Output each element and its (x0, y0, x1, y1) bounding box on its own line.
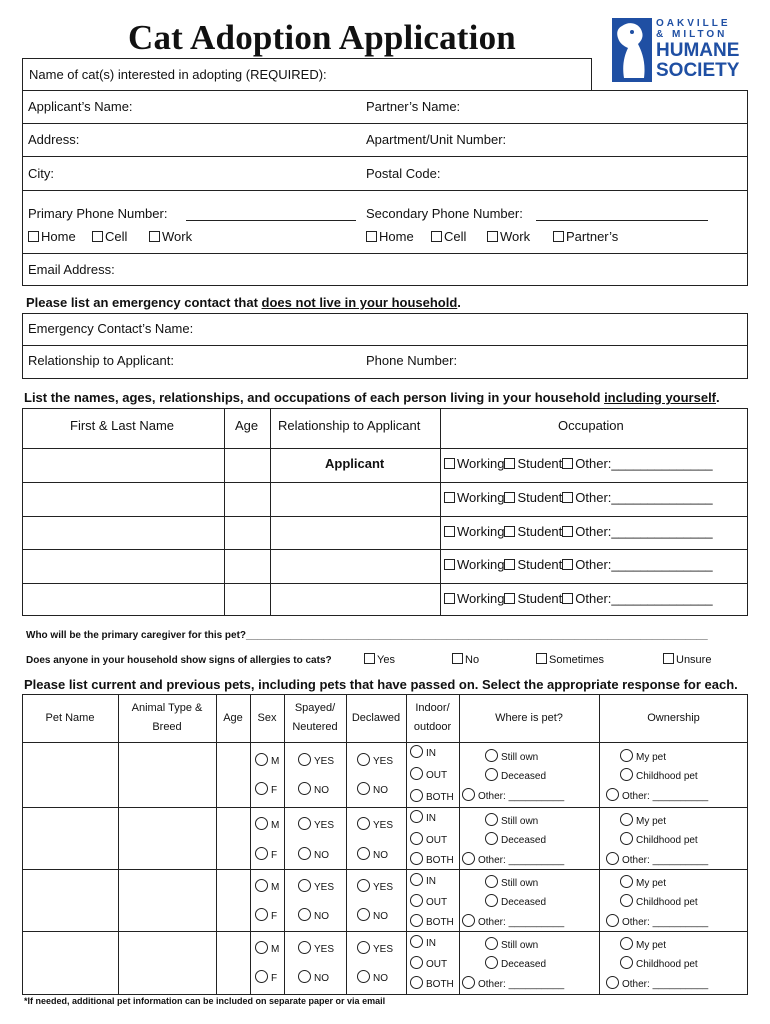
childhood-pet-radio[interactable]: Childhood pet (620, 832, 698, 846)
humane-society-logo (612, 18, 740, 82)
emergency-name-label: Emergency Contact’s Name: (28, 321, 194, 336)
age-header: Age (223, 712, 243, 724)
secondary-phone-label: Secondary Phone Number: (366, 206, 523, 221)
sex-f-radio[interactable]: F (255, 970, 277, 984)
where-other-radio[interactable]: Other: __________ (462, 914, 564, 928)
outdoor-radio[interactable]: OUT (410, 956, 447, 970)
cat-name-label: Name of cat(s) interested in adopting (REQUIRED): (29, 67, 327, 82)
declawed-yes-radio[interactable]: YES (357, 753, 393, 767)
declawed-yes-radio[interactable]: YES (357, 879, 393, 893)
occupation-row[interactable]: Working Student Other:______________ (444, 557, 713, 572)
declawed-no-radio[interactable]: NO (357, 782, 388, 796)
my-pet-radio[interactable]: My pet (620, 749, 666, 763)
household-table (22, 408, 748, 616)
indoor-header-2: outdoor (413, 721, 452, 733)
pets-heading: Please list current and previous pets, including pets that have passed on. Select the appropriate response for each. (24, 677, 738, 692)
childhood-pet-radio[interactable]: Childhood pet (620, 956, 698, 970)
sex-m-radio[interactable]: M (255, 941, 279, 955)
deceased-radio[interactable]: Deceased (485, 956, 546, 970)
occupation-row[interactable]: Working Student Other:______________ (444, 490, 713, 505)
sex-f-radio[interactable]: F (255, 908, 277, 922)
primary-phone-label: Primary Phone Number: (28, 206, 168, 221)
pet-name-header: Pet Name (45, 712, 95, 724)
declawed-no-radio[interactable]: NO (357, 970, 388, 984)
outdoor-radio[interactable]: OUT (410, 894, 447, 908)
footnote: *If needed, additional pet information can be included on separate paper or via email (24, 996, 386, 1006)
declawed-no-radio[interactable]: NO (357, 908, 388, 922)
both-radio[interactable]: BOTH (410, 914, 454, 928)
secondary-partner-checkbox[interactable]: Partner’s (553, 229, 618, 244)
col-relationship-header: Relationship to Applicant (278, 418, 421, 433)
primary-phone-line[interactable] (186, 220, 356, 221)
outdoor-radio[interactable]: OUT (410, 767, 447, 781)
applicant-name-label: Applicant’s Name: (28, 99, 133, 114)
ownership-header: Ownership (647, 712, 700, 724)
household-heading: List the names, ages, relationships, and occupations of each person living in your household including yourself. (24, 390, 720, 405)
still-own-radio[interactable]: Still own (485, 875, 538, 889)
apartment-label: Apartment/Unit Number: (366, 132, 507, 147)
animal-type-header-1: Animal Type & (131, 702, 203, 714)
my-pet-radio[interactable]: My pet (620, 875, 666, 889)
allergies-question: Does anyone in your household show signs of allergies to cats? (26, 655, 332, 666)
secondary-work-checkbox[interactable]: Work (487, 229, 530, 244)
where-other-radio[interactable]: Other: __________ (462, 788, 564, 802)
both-radio[interactable]: BOTH (410, 789, 454, 803)
still-own-radio[interactable]: Still own (485, 749, 538, 763)
indoor-radio[interactable]: IN (410, 873, 436, 887)
deceased-radio[interactable]: Deceased (485, 832, 546, 846)
logo-line-1: OAKVILLE (656, 18, 731, 29)
spayed-no-radio[interactable]: NO (298, 970, 329, 984)
declawed-yes-radio[interactable]: YES (357, 941, 393, 955)
col-age-header: Age (235, 418, 259, 433)
occupation-row[interactable]: Working Student Other:______________ (444, 524, 713, 539)
sex-m-radio[interactable]: M (255, 817, 279, 831)
still-own-radio[interactable]: Still own (485, 937, 538, 951)
sex-header: Sex (257, 712, 277, 724)
ownership-other-radio[interactable]: Other: __________ (606, 788, 708, 802)
where-other-radio[interactable]: Other: __________ (462, 976, 564, 990)
emergency-phone-label: Phone Number: (366, 353, 458, 368)
indoor-header-1: Indoor/ (415, 702, 450, 714)
occupation-row[interactable]: Working Student Other:______________ (444, 456, 713, 471)
partner-name-label: Partner’s Name: (366, 99, 461, 114)
where-header: Where is pet? (495, 712, 563, 724)
ownership-other-radio[interactable]: Other: __________ (606, 852, 708, 866)
allergy-yes-checkbox[interactable]: Yes (364, 653, 395, 666)
address-label: Address: (28, 132, 80, 147)
logo-line-4: SOCIETY (656, 60, 740, 81)
declawed-yes-radio[interactable]: YES (357, 817, 393, 831)
primary-home-checkbox[interactable]: Home (28, 229, 76, 244)
declawed-no-radio[interactable]: NO (357, 847, 388, 861)
cat-name-field[interactable] (22, 58, 592, 91)
spayed-header-1: Spayed/ (294, 702, 336, 714)
animal-type-header-2: Breed (152, 721, 182, 733)
deceased-radio[interactable]: Deceased (485, 768, 546, 782)
both-radio[interactable]: BOTH (410, 976, 454, 990)
ownership-other-radio[interactable]: Other: __________ (606, 914, 708, 928)
spayed-yes-radio[interactable]: YES (298, 879, 334, 893)
primary-work-checkbox[interactable]: Work (149, 229, 192, 244)
col-occupation-header: Occupation (558, 418, 624, 433)
my-pet-radio[interactable]: My pet (620, 937, 666, 951)
sex-f-radio[interactable]: F (255, 782, 277, 796)
indoor-radio[interactable]: IN (410, 810, 436, 824)
city-label: City: (28, 166, 54, 181)
col-name-header: First & Last Name (70, 418, 175, 433)
where-other-radio[interactable]: Other: __________ (462, 852, 564, 866)
spayed-yes-radio[interactable]: YES (298, 817, 334, 831)
sex-m-radio[interactable]: M (255, 879, 279, 893)
secondary-cell-checkbox[interactable]: Cell (431, 229, 466, 244)
both-radio[interactable]: BOTH (410, 852, 454, 866)
spayed-no-radio[interactable]: NO (298, 782, 329, 796)
indoor-radio[interactable]: IN (410, 935, 436, 949)
logo-line-2: & MILTON (656, 29, 728, 40)
deceased-radio[interactable]: Deceased (485, 894, 546, 908)
allergy-sometimes-checkbox[interactable]: Sometimes (536, 653, 604, 666)
allergy-unsure-checkbox[interactable]: Unsure (663, 653, 711, 666)
childhood-pet-radio[interactable]: Childhood pet (620, 894, 698, 908)
sex-m-radio[interactable]: M (255, 753, 279, 767)
ownership-other-radio[interactable]: Other: __________ (606, 976, 708, 990)
logo-line-3: HUMANE (656, 40, 740, 61)
emergency-relationship-label: Relationship to Applicant: (28, 353, 174, 368)
occupation-row[interactable]: Working Student Other:______________ (444, 591, 713, 606)
secondary-home-checkbox[interactable]: Home (366, 229, 414, 244)
primary-cell-checkbox[interactable]: Cell (92, 229, 127, 244)
childhood-pet-radio[interactable]: Childhood pet (620, 768, 698, 782)
spayed-no-radio[interactable]: NO (298, 847, 329, 861)
indoor-radio[interactable]: IN (410, 745, 436, 759)
email-label: Email Address: (28, 262, 115, 277)
allergy-no-checkbox[interactable]: No (452, 653, 479, 666)
caregiver-question[interactable]: Who will be the primary caregiver for this pet?___________________________________________________________________________________ (26, 630, 708, 641)
postal-label: Postal Code: (366, 166, 441, 181)
spayed-yes-radio[interactable]: YES (298, 753, 334, 767)
emergency-heading: Please list an emergency contact that does not live in your household. (26, 295, 461, 310)
applicant-relationship: Applicant (325, 456, 385, 471)
declawed-header: Declawed (351, 712, 401, 724)
page-title: Cat Adoption Application (128, 18, 516, 57)
sex-f-radio[interactable]: F (255, 847, 277, 861)
still-own-radio[interactable]: Still own (485, 813, 538, 827)
spayed-no-radio[interactable]: NO (298, 908, 329, 922)
my-pet-radio[interactable]: My pet (620, 813, 666, 827)
spayed-header-2: Neutered (292, 721, 338, 733)
secondary-phone-line[interactable] (536, 220, 708, 221)
outdoor-radio[interactable]: OUT (410, 832, 447, 846)
dog-silhouette-icon (612, 18, 652, 82)
applicant-info-block (22, 90, 748, 286)
spayed-yes-radio[interactable]: YES (298, 941, 334, 955)
